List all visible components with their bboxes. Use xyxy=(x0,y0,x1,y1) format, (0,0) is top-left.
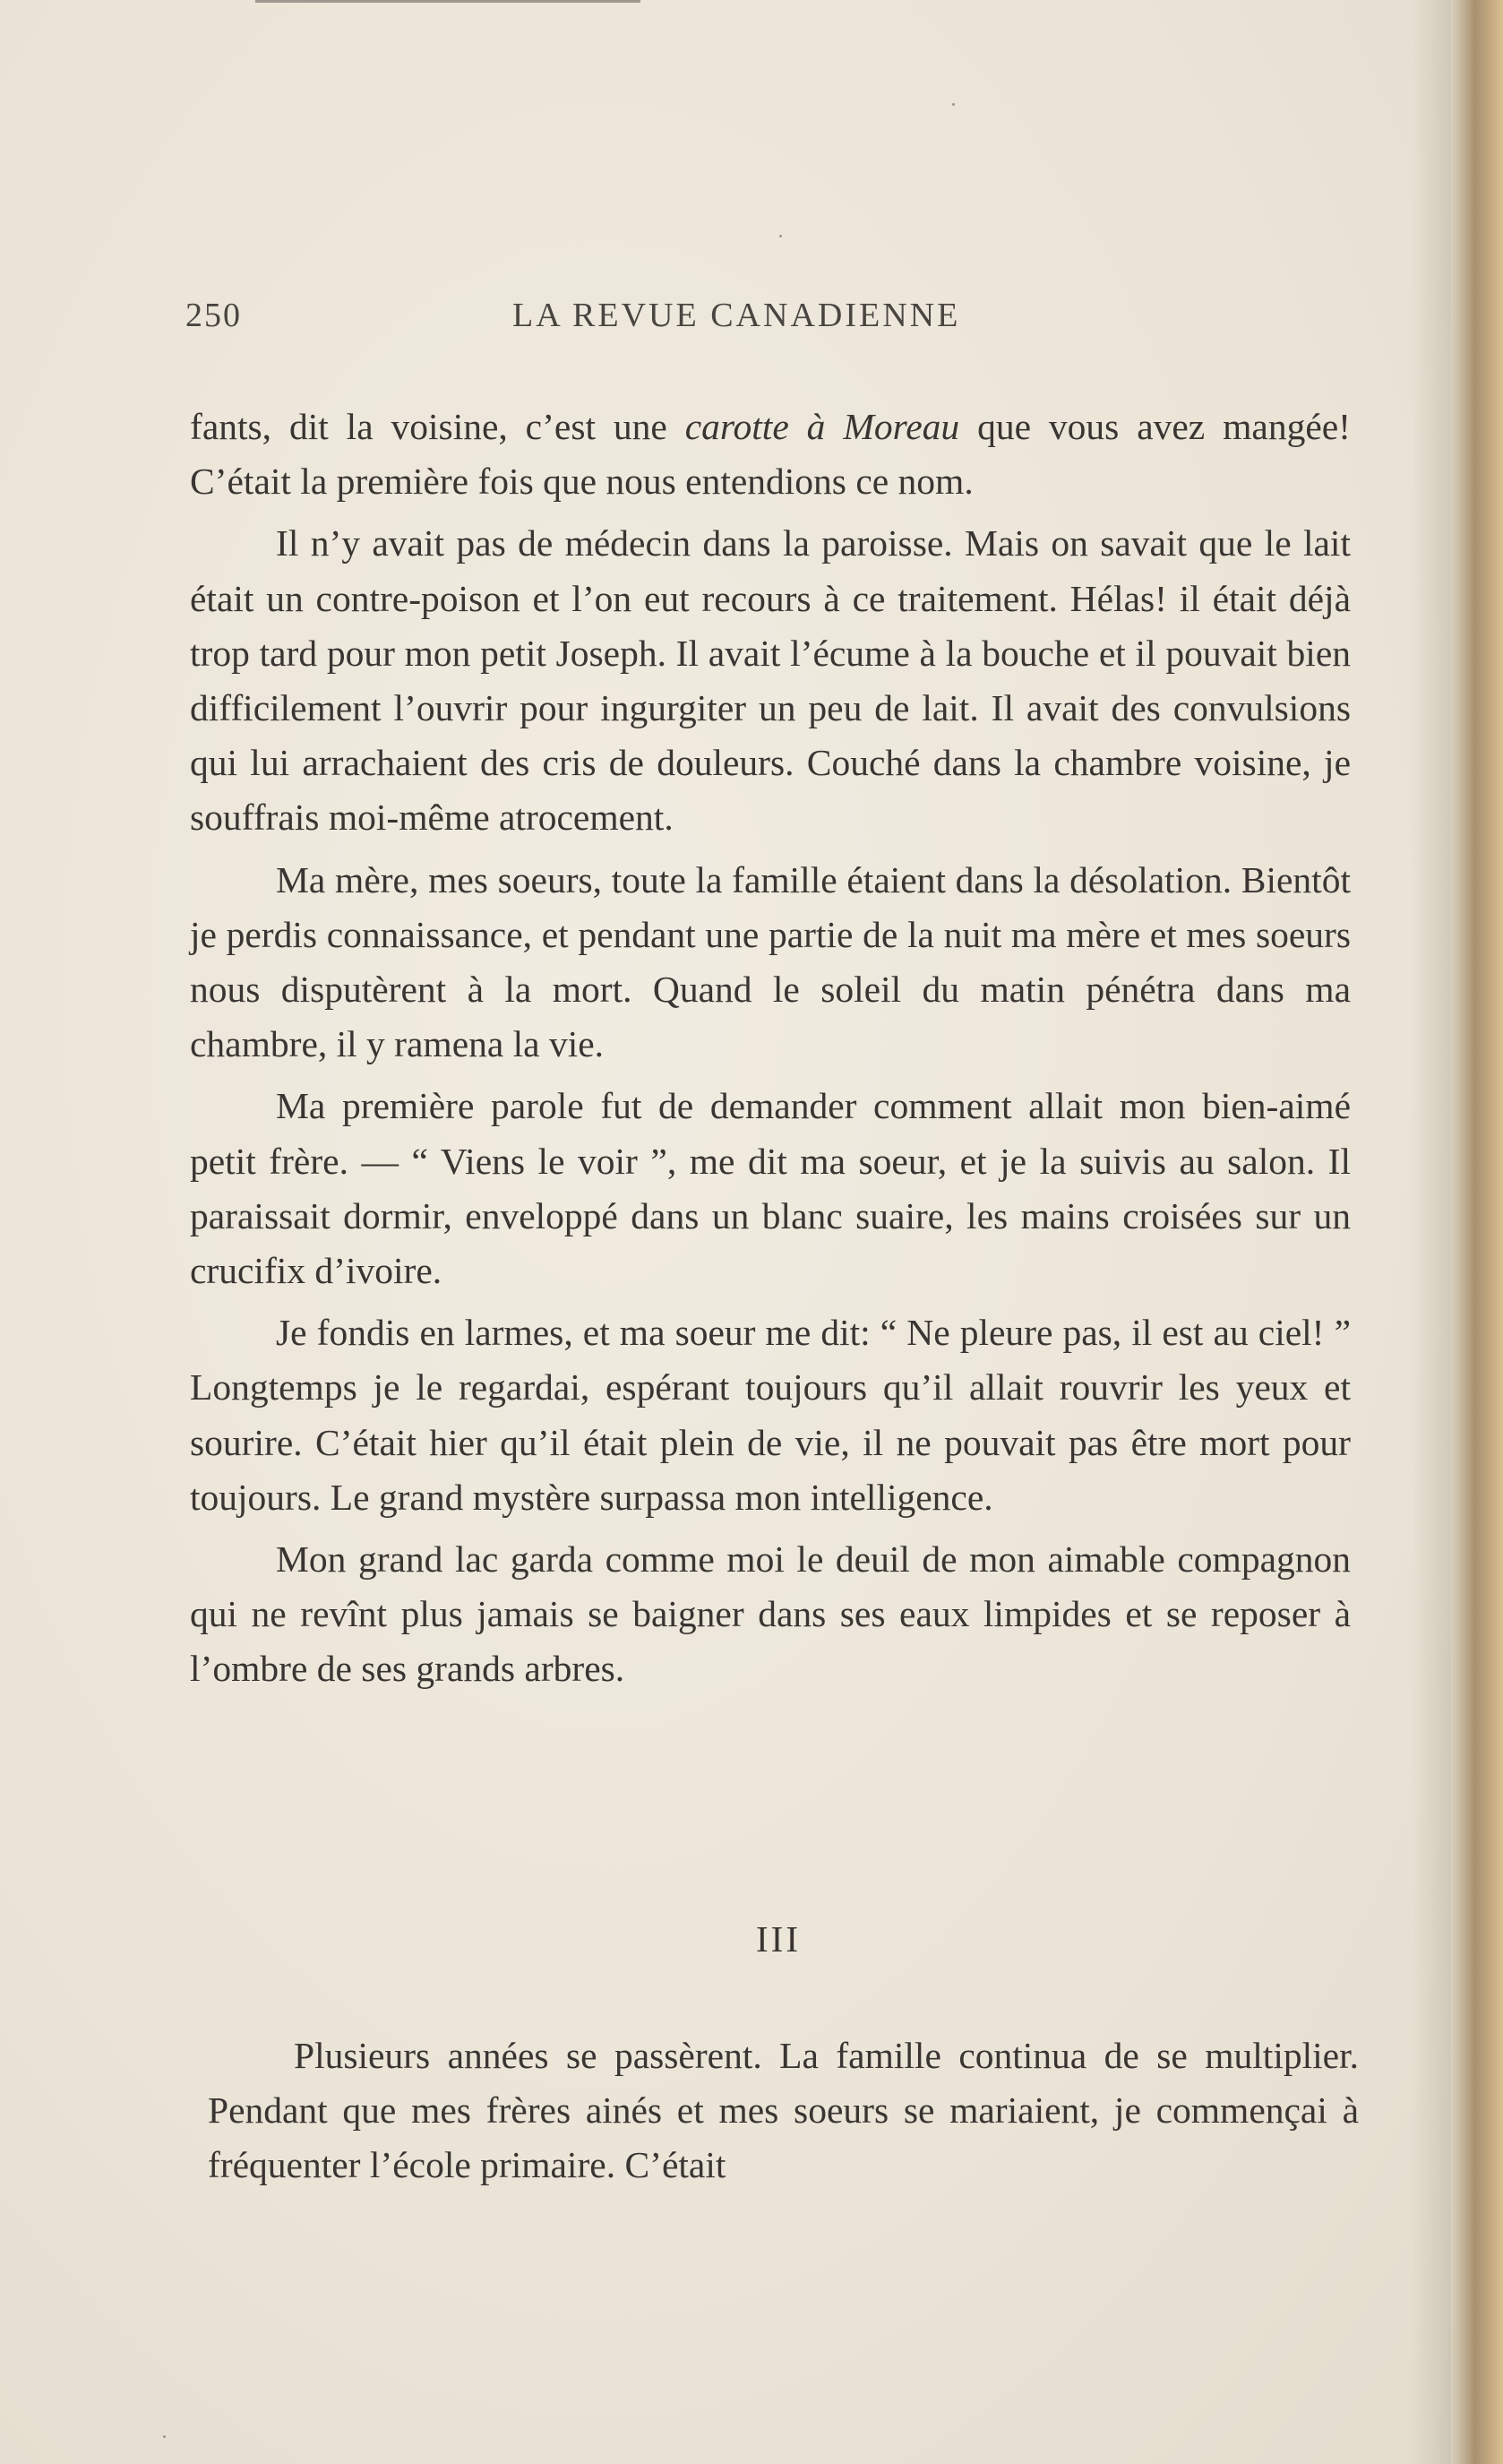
running-header xyxy=(185,296,1350,340)
paragraph xyxy=(190,400,1351,509)
paragraph: Mon grand lac garda comme moi le deuil de mon aimable compagnon qui ne revînt plus jamais se baigner dans ses eaux limpides et se reposer à l’ombre de ses grands arbres. xyxy=(190,1538,1351,1690)
page-number: 250 xyxy=(185,297,242,334)
running-head-title: LA REVUE CANADIENNE xyxy=(512,297,961,334)
top-edge-rule xyxy=(255,0,640,3)
paper-speck xyxy=(163,2435,166,2438)
paper-speck xyxy=(779,235,782,237)
paper-speck xyxy=(952,103,955,106)
main-text-block xyxy=(190,400,1351,1697)
section-text-block xyxy=(208,2029,1359,2193)
paragraph-text: que vous avez mangée! C’était la première fois que nous entendions ce nom. xyxy=(190,406,1351,503)
paragraph: Il n’y avait pas de médecin dans la paroisse. Mais on savait que le lait était un contre-poison et l’on eut recours à ce traitement. Hélas! il était déjà trop tard pour mon petit Joseph. Il avait l’écume à la bouche et il pouvait bien difficilement l’ouvrir pour ingurgiter un peu de lait. Il avait des convulsions qui lui arrachaient des cris de douleurs. Couché dans la chambre voisine, je souffrais moi-même atrocement. xyxy=(190,522,1351,839)
gutter-shadow xyxy=(1411,0,1456,2464)
book-spine-edge xyxy=(1451,0,1503,2464)
paragraph-text: fants, dit la voisine, c’est une xyxy=(190,406,685,447)
section-heading xyxy=(0,1917,1503,1960)
paragraph: Ma première parole fut de demander comment allait mon bien-aimé petit frère. — “ Viens le voir ”, me dit ma soeur, et je la suivis au salon. Il paraissait dormir, enveloppé dans un blanc suaire, les mains croisées sur un crucifix d’ivoire. xyxy=(190,1085,1351,1292)
paragraph: Je fondis en larmes, et ma soeur me dit: “ Ne pleure pas, il est au ciel! ” Longtemps je le regardai, espérant toujours qu’il allait rouvrir les yeux et sourire. C’était hier qu’il était plein de vie, il ne pouvait pas être mort pour toujours. Le grand mystère surpassa mon intelligence. xyxy=(190,1312,1351,1518)
paragraph: Plusieurs années se passèrent. La famille continua de se multiplier. Pendant que mes frères ainés et mes soeurs se mariaient, je commençai à fréquenter l’école primaire. C’était xyxy=(208,2035,1359,2186)
paragraph: Ma mère, mes soeurs, toute la famille étaient dans la désolation. Bientôt je perdis connaissance, et pendant une partie de la nuit ma mère et mes soeurs nous disputèrent à la mort. Quand le soleil du matin pénétra dans ma chambre, il y ramena la vie. xyxy=(190,858,1351,1065)
italic-phrase: carotte à Moreau xyxy=(684,406,960,447)
section-numeral: III xyxy=(756,1918,801,1960)
